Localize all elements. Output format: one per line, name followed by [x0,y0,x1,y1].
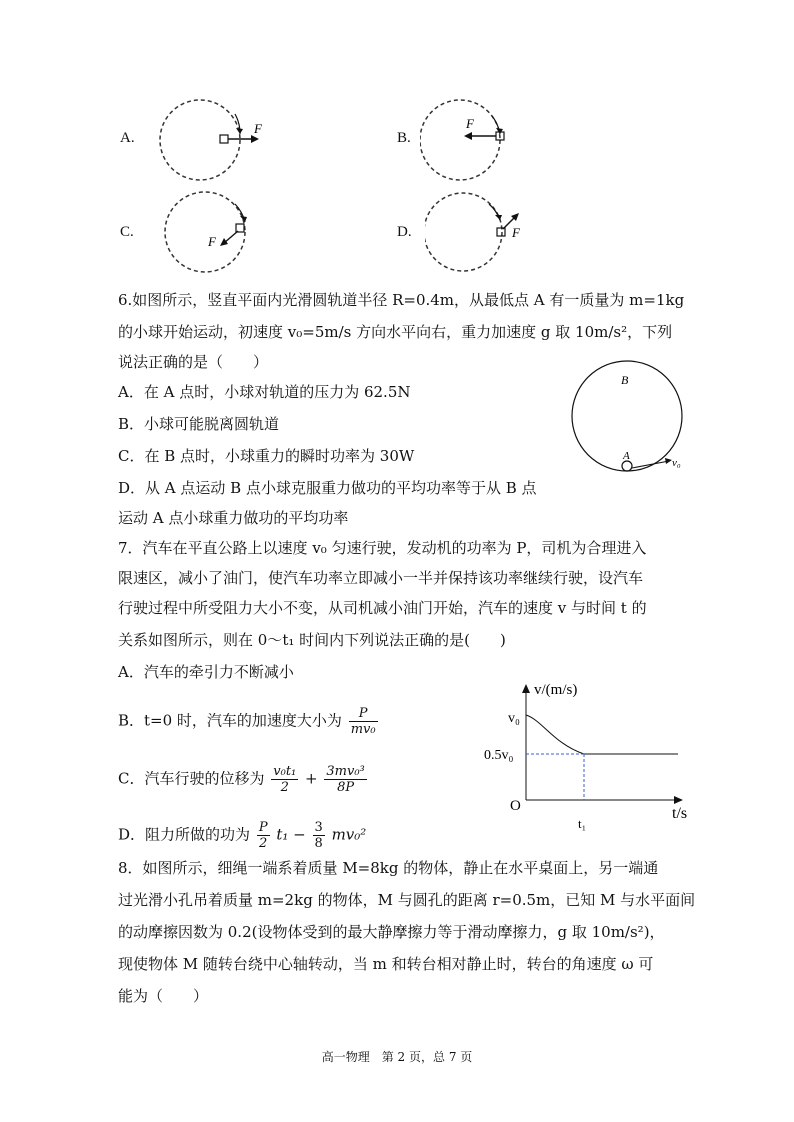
q8-stem-line-2: 过光滑小孔吊着质量 m=2kg 的物体，M 与圆孔的距离 r=0.5m，已知 M 与水平面间 [118,891,696,909]
x-axis-arrow [674,796,683,804]
q6-stem-line-2: 的小球开始运动，初速度 v₀=5m/s 方向水平向右，重力加速度 g 取 10m/s²，下列 [118,323,673,341]
q6-option-a: A．在 A 点时，小球对轨道的压力为 62.5N [118,383,411,401]
fraction [271,764,298,795]
q7-stem-line-4: 关系如图所示，则在 0～t₁ 时间内下列说法正确的是( ) [118,631,506,649]
half-v0-tick-label: 0.5v₀ [484,748,514,763]
v0-tick-label: v₀ [508,711,520,726]
denominator: 2 [259,836,268,851]
force-label: F [466,116,474,131]
q6-stem-line-1: 6.如图所示，竖直平面内光滑圆轨道半径 R=0.4m，从最低点 A 有一质量为 m=1kg [118,291,685,309]
option-a-diagram [155,98,285,183]
q7-option-a: A．汽车的牵引力不断减小 [118,663,294,681]
option-d-diagram [425,190,545,278]
q6-option-b: B．小球可能脱离圆轨道 [118,415,280,433]
x-axis-label: t/s [672,805,688,822]
origin-label: O [510,798,521,814]
option-a-label: A. [120,130,135,146]
point-b-label: B [621,373,629,387]
q7-velocity-time-graph [478,682,698,832]
y-axis-arrow [522,684,530,693]
q7-option-c-prefix: C．汽车行驶的位移为 [118,769,265,788]
velocity-arrow [632,461,669,468]
q7-option-d-tail: mv₀² [331,825,367,844]
q6-circle-track-figure [566,360,696,485]
numerator: P [349,706,378,722]
ball-box [220,135,228,143]
option-b-diagram [420,96,540,184]
fraction [349,706,378,737]
velocity-curve [526,715,584,754]
q6-stem-line-3: 说法正确的是（ ） [118,353,269,371]
dashed-circle [420,100,500,180]
q7-option-b [118,706,380,737]
q7-option-c [118,764,369,795]
force-label: F [208,234,216,249]
option-c-label: C. [120,224,134,240]
q7-option-d-prefix: D．阻力所做的功为 [118,825,251,844]
q7-stem-line-3: 行驶过程中所受阻力大小不变，从司机减小油门开始，汽车的速度 v 与时间 t 的 [118,599,647,617]
option-b-label: B. [397,130,411,146]
y-axis-label: v/(m/s) [534,682,578,698]
denominator: 8 [314,836,323,851]
dashed-circle [165,192,245,272]
option-d-label: D. [397,224,412,240]
q7-stem-line-2: 限速区，减小了油门，使汽车功率立即减小一半并保持该功率继续行驶，设汽车 [118,569,644,587]
q8-stem-line-4: 现使物体 M 随转台绕中心轴转动，当 m 和转台相对静止时，转台的角速度 ω 可 [118,955,654,973]
ball-box [497,228,505,236]
force-label: F [512,225,520,240]
t1-tick-label: t₁ [578,816,587,831]
option-c-diagram [160,188,280,276]
fraction [313,820,325,851]
numerator: 3 [314,820,323,835]
q6-option-c: C．在 B 点时，小球重力的瞬时功率为 30W [118,447,415,465]
denominator: 8P [337,780,355,795]
fraction [257,820,270,851]
page-footer: 高一物理 第 2 页，总 7 页 [321,1050,473,1064]
q7-option-d-middle: t₁ − [276,825,306,844]
q8-stem-line-5: 能为（ ） [118,987,209,1005]
q8-stem-line-1: 8．如图所示，细绳一端系着质量 M=8kg 的物体，静止在水平桌面上，另一端通 [118,859,659,877]
q8-stem-line-3: 的动摩擦因数为 0.2(设物体受到的最大静摩擦力等于滑动摩擦力，g 取 10m/s²)， [118,923,665,941]
q7-option-d [118,820,366,851]
q7-option-b-prefix: B．t=0 时，汽车的加速度大小为 [118,711,342,730]
force-label: F [254,121,262,136]
denominator: mv₀ [350,722,376,737]
ball [622,461,632,471]
q7-stem-line-1: 7．汽车在平直公路上以速度 v₀ 匀速行驶，发动机的功率为 P，司机为合理进入 [118,539,647,557]
numerator: 3mv₀³ [326,764,365,779]
q6-option-d-line-1: D．从 A 点运动 B 点小球克服重力做功的平均功率等于从 B 点 [118,479,537,497]
fraction [324,764,366,795]
q6-option-d-line-2: 运动 A 点小球重力做功的平均功率 [118,509,349,527]
plus-sign: + [305,769,318,788]
denominator: 2 [280,780,289,795]
numerator: P [258,820,268,835]
numerator: v₀t₁ [273,764,297,779]
v0-label: v₀ [672,457,681,469]
point-a-label: A [623,450,630,462]
